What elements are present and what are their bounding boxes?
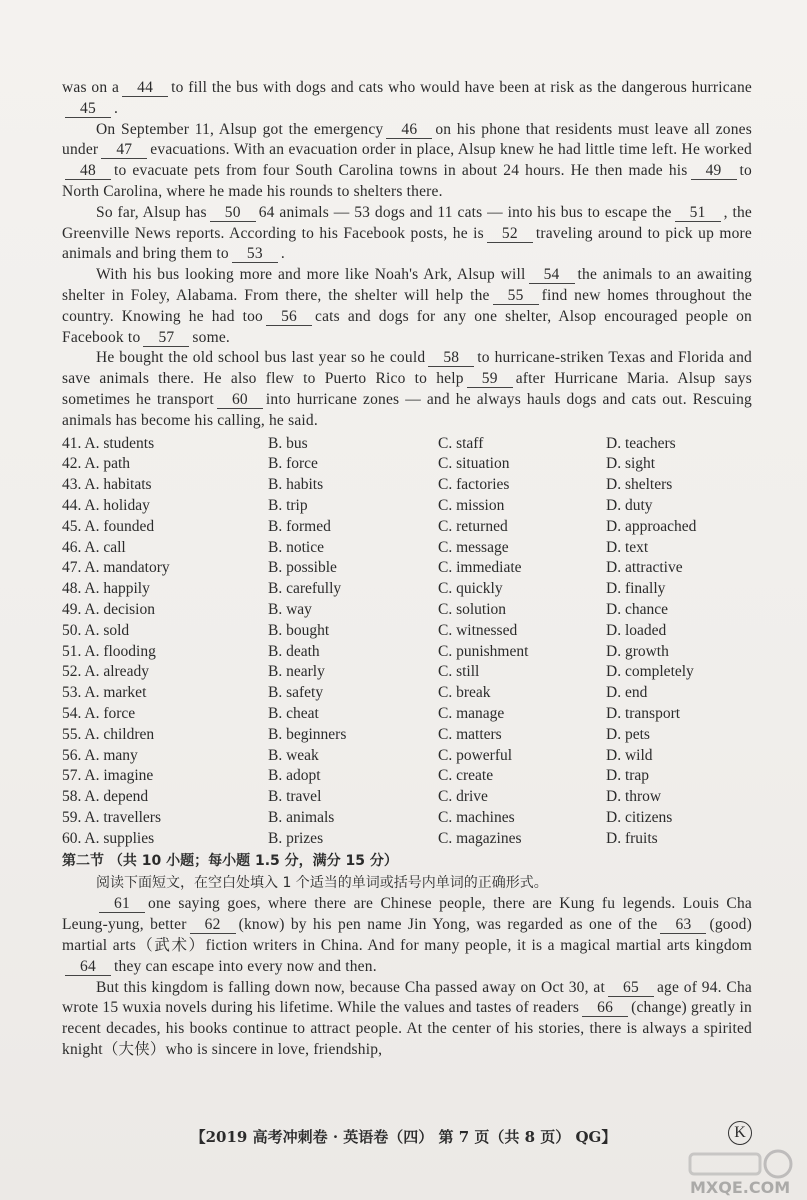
option-b: B. way [268,600,312,618]
blank-64: 64 [65,959,111,976]
option-row [62,621,752,642]
passage-text: they can escape into every now and then. [114,957,377,975]
option-d: D. chance [606,600,668,618]
option-row [62,517,752,538]
option-d: D. trap [606,767,650,785]
blank-48: 48 [65,163,111,180]
option-d: D. attractive [606,559,683,577]
option-d: D. text [606,538,649,556]
page-content [62,78,752,1061]
option-b: B. force [268,455,318,473]
option-d: D. duty [606,496,653,514]
option-row [62,704,752,725]
option-b: B. bus [268,434,308,452]
option-c: C. mission [438,496,505,514]
passage-text: the animals to an awaiting shelter in Foley, Alabama. From there, the shelter will help the [62,266,753,304]
k-badge: K [728,1121,752,1145]
option-a: 43. A. habitats [62,476,152,494]
blank-66: 66 [582,1000,628,1017]
option-row [62,475,752,496]
passage-text: (good) martial arts（武术）fiction writers in China. And for many people, it is a magical martial arts kingdom [62,916,752,955]
option-a: 59. A. travellers [62,808,162,826]
option-row [62,683,752,704]
passage-text: But this kingdom is falling down now, because Cha passed away on Oct 30, at [96,978,605,996]
option-d: D. loaded [606,621,667,639]
passage-text: With his bus looking more and more like Noah's Ark, Alsup will [96,266,526,284]
section-instruction: 阅读下面短文，在空白处填入 1 个适当的单词或括号内单词的正确形式。 [96,875,548,892]
option-c: C. returned [438,517,508,535]
option-b: B. safety [268,684,324,702]
blank-63: 63 [660,917,706,934]
option-row [62,579,752,600]
option-d: D. citizens [606,808,673,826]
option-a: 46. A. call [62,538,126,556]
watermark-text: MXQE.COM [690,1178,791,1197]
blank-56: 56 [266,309,312,326]
option-row [62,766,752,787]
option-a: 57. A. imagine [62,767,154,785]
passage-text: . [114,99,119,117]
option-c: C. situation [438,455,510,473]
option-d: D. transport [606,704,681,722]
option-c: C. immediate [438,559,522,577]
passage-text: one saying goes, where there are Chinese people, there are Kung fu legends. Louis Cha Leung-yung, better [62,895,752,934]
option-row [62,787,752,808]
option-row [62,829,752,850]
passage-text: , the Greenville News reports. According to his Facebook posts, he is [62,203,752,242]
answer-options-list [62,434,752,850]
option-b: B. trip [268,496,308,514]
option-b: B. notice [268,538,324,556]
option-row [62,662,752,683]
option-row [62,538,752,559]
blank-65: 65 [608,980,654,997]
option-c: C. solution [438,600,507,618]
option-c: C. break [438,684,491,702]
passage-text: On September 11, Alsup got the emergency [96,120,384,138]
passage-text: evacuations. With an evacuation order in place, Alsup knew he had little time left. He worked [150,141,752,159]
option-c: C. drive [438,788,488,806]
passage-text: some. [192,328,230,346]
option-a: 48. A. happily [62,580,150,598]
option-row [62,558,752,579]
blank-50: 50 [210,205,256,222]
option-b: B. nearly [268,663,325,681]
option-row [62,642,752,663]
option-a: 41. A. students [62,434,155,452]
blank-45: 45 [65,101,111,118]
passage-text: to fill the bus with dogs and cats who would have been at risk as the dangerous hurricane [171,79,752,96]
blank-55: 55 [493,288,539,305]
passage-text: (know) by his pen name Jin Yong, was regarded as one of the [238,916,658,934]
option-d: D. finally [606,580,666,598]
option-c: C. machines [438,808,515,826]
option-a: 53. A. market [62,684,147,702]
option-a: 42. A. path [62,455,131,473]
blank-52: 52 [487,226,533,243]
option-c: C. manage [438,704,505,722]
option-d: D. fruits [606,829,658,847]
passage-text: to hurricane-striken Texas and Florida and save animals there. He also flew to Puerto Rico to help [62,349,752,388]
option-d: D. throw [606,788,662,806]
passage-paragraph-2 [62,120,752,203]
option-a: 49. A. decision [62,600,155,618]
passage-text: traveling around to pick up more animals and bring them to [62,224,752,263]
passage-text: . [280,245,285,263]
option-d: D. approached [606,517,697,535]
option-d: D. pets [606,725,650,743]
blank-53: 53 [232,246,278,263]
option-c: C. message [438,538,509,556]
option-row [62,496,752,517]
option-row [62,808,752,829]
option-a: 60. A. supplies [62,829,155,847]
option-b: B. habits [268,476,324,494]
blank-44: 44 [122,80,168,97]
option-d: D. sight [606,455,656,473]
option-row [62,454,752,475]
option-c: C. witnessed [438,621,518,639]
blank-61: 61 [99,896,145,913]
blank-47: 47 [101,142,147,159]
passage-text: (change) greatly in recent decades, his books continue to attract people. At the center of his stories, there is always a spirited knight（大侠）who is sincere in love, friendship, [62,999,752,1059]
option-b: B. animals [268,808,335,826]
passage-text: into hurricane zones — and he always hauls dogs and cats out. Rescuing animals has become his calling, he said. [62,390,752,429]
section-heading: 第二节 （共 10 小题；每小题 1.5 分，满分 15 分） [62,853,398,870]
option-row [62,725,752,746]
option-b: B. travel [268,788,322,806]
blank-57: 57 [143,330,189,347]
passage-text: cats and dogs for any one shelter, Alsop encouraged people on Facebook to [62,307,752,346]
option-a: 45. A. founded [62,517,155,535]
passage-paragraph-1 [62,78,752,120]
option-c: C. powerful [438,746,513,764]
blank-49: 49 [691,163,737,180]
passage-text: was on a [62,79,120,96]
option-row [62,434,752,455]
option-b: B. beginners [268,725,347,743]
option-d: D. shelters [606,476,673,494]
passage-paragraph-4 [62,265,752,348]
blank-51: 51 [675,205,721,222]
option-a: 56. A. many [62,746,138,764]
passage-paragraph-3 [62,203,752,265]
option-c: C. still [438,663,480,681]
grammar-paragraph-2 [62,978,752,1061]
option-d: D. wild [606,746,653,764]
option-c: C. factories [438,476,510,494]
watermark-logo [660,1148,800,1198]
page-footer: 【2019 高考冲刺卷 · 英语卷（四） 第 7 页（共 8 页） QG】 [190,1128,617,1146]
passage-text: find new homes throughout the country. Knowing he had too [62,286,752,325]
option-b: B. formed [268,517,331,535]
blank-59: 59 [467,371,513,388]
option-a: 54. A. force [62,704,136,722]
option-a: 58. A. depend [62,788,149,806]
option-c: C. magazines [438,829,522,847]
blank-46: 46 [386,122,432,139]
option-d: D. end [606,684,648,702]
option-b: B. prizes [268,829,324,847]
option-d: D. growth [606,642,669,660]
option-row [62,600,752,621]
option-c: C. punishment [438,642,529,660]
option-b: B. carefully [268,580,342,598]
option-a: 51. A. flooding [62,642,156,660]
option-row [62,746,752,767]
passage-paragraph-5 [62,348,752,431]
option-b: B. bought [268,621,330,639]
option-c: C. staff [438,434,484,452]
option-b: B. weak [268,746,319,764]
option-c: C. quickly [438,580,503,598]
passage-text: He bought the old school bus last year so he could [96,349,426,367]
blank-62: 62 [190,917,236,934]
option-a: 47. A. mandatory [62,559,170,577]
option-a: 44. A. holiday [62,496,150,514]
option-a: 55. A. children [62,725,155,743]
option-b: B. adopt [268,767,321,785]
passage-text: So far, Alsup has [96,203,207,221]
passage-text: age of 94. Cha wrote 15 wuxia novels during his lifetime. While the values and tastes of readers [62,978,752,1017]
grammar-paragraph-1 [62,894,752,977]
blank-54: 54 [529,267,575,284]
passage-text: to North Carolina, where he made his rounds to shelters there. [62,162,752,200]
blank-58: 58 [428,350,474,367]
option-b: B. death [268,642,320,660]
passage-text: after Hurricane Maria. Alsup says sometimes he transport [62,370,752,408]
passage-text: to evacuate pets from four South Carolina towns in about 24 hours. He then made his [114,162,688,180]
blank-60: 60 [217,392,263,409]
passage-text: on his phone that residents must leave all zones under [62,120,752,159]
option-a: 52. A. already [62,663,149,681]
passage-text: 64 animals — 53 dogs and 11 cats — into his bus to escape the [258,203,672,221]
option-d: D. completely [606,663,694,681]
option-c: C. create [438,767,494,785]
option-d: D. teachers [606,434,676,452]
option-c: C. matters [438,725,502,743]
option-b: B. possible [268,559,337,577]
option-b: B. cheat [268,704,319,722]
option-a: 50. A. sold [62,621,130,639]
